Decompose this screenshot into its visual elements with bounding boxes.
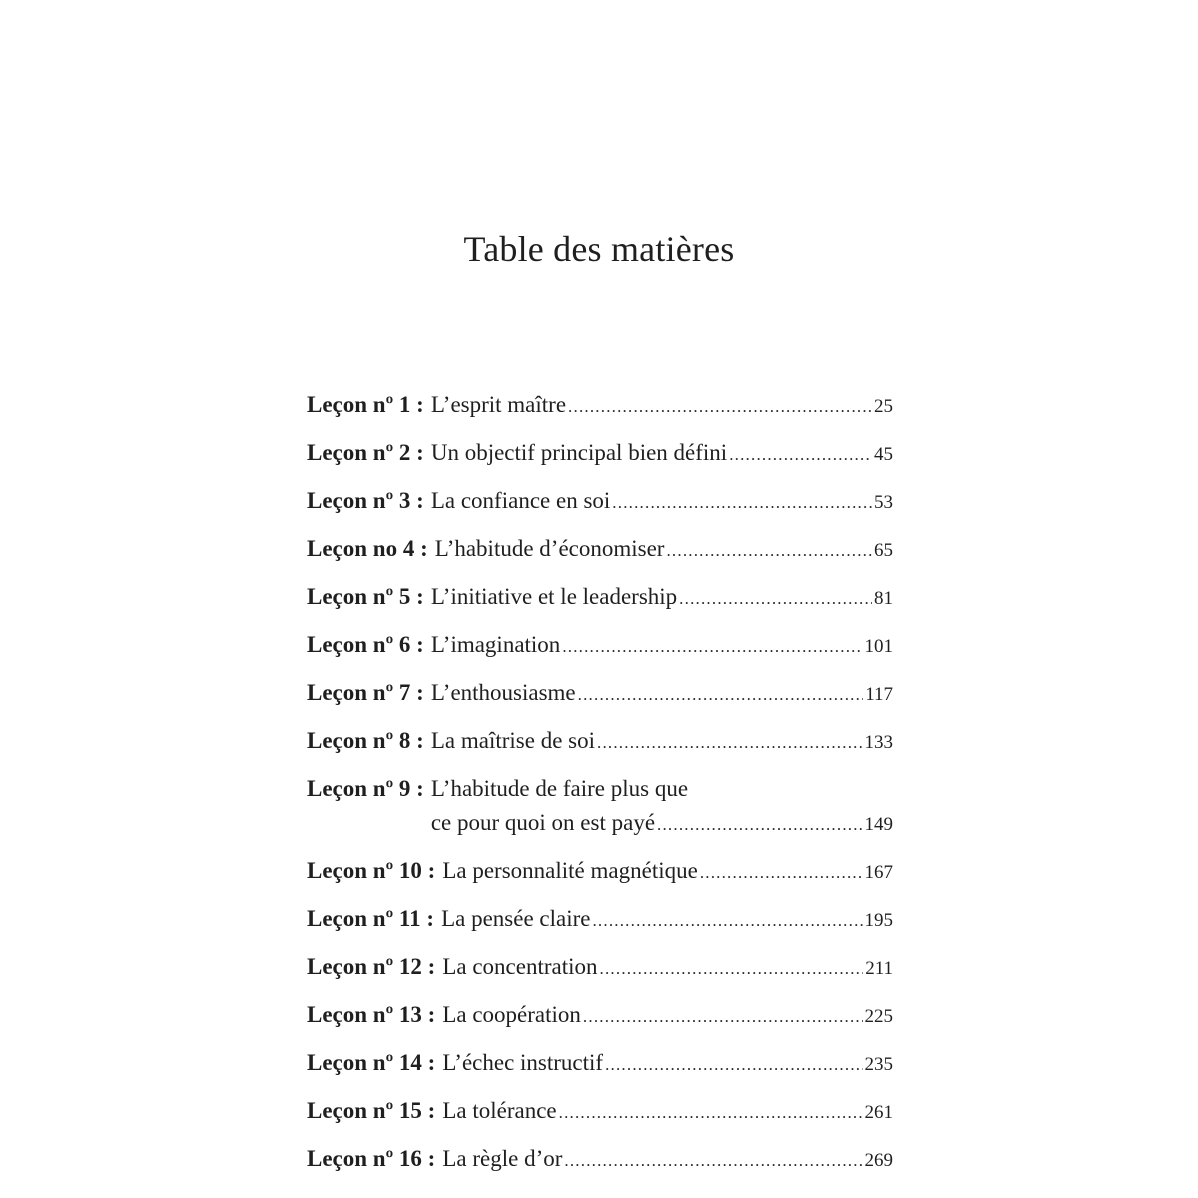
dot-leader [562, 634, 862, 660]
page-number: 269 [864, 1150, 893, 1171]
page-number: 149 [864, 814, 893, 835]
lesson-title: La règle d’or [442, 1146, 563, 1171]
toc-entry [307, 536, 893, 564]
lesson-number: Leçon nº 16 : [307, 1146, 436, 1171]
toc-entry [307, 1050, 893, 1078]
lesson-title-continued: ce pour quoi on est payé [430, 810, 656, 835]
dot-leader [729, 442, 872, 468]
lesson-title: L’échec instructif [442, 1050, 604, 1075]
lesson-title: L’initiative et le leadership [430, 584, 678, 609]
toc-entry [307, 632, 893, 660]
toc-entry [307, 858, 893, 886]
page-number: 225 [864, 1006, 893, 1027]
dot-leader [679, 586, 872, 612]
lesson-title: L’enthousiasme [430, 680, 576, 705]
toc-entry [307, 906, 893, 934]
dot-leader [600, 956, 864, 982]
toc-entry [307, 728, 893, 756]
lesson-number: Leçon nº 15 : [307, 1098, 436, 1123]
page-number: 117 [865, 684, 893, 705]
dot-leader [592, 908, 862, 934]
lesson-number: Leçon nº 12 : [307, 954, 436, 979]
dot-leader [605, 1052, 862, 1078]
lesson-number: Leçon nº 9 : [307, 776, 424, 801]
lesson-number: Leçon nº 2 : [307, 440, 424, 465]
lesson-number: Leçon no 4 : [307, 536, 428, 561]
lesson-number: Leçon nº 3 : [307, 488, 424, 513]
dot-leader [597, 730, 863, 756]
dot-leader [657, 812, 862, 838]
toc-entry [307, 440, 893, 468]
lesson-number: Leçon nº 7 : [307, 680, 424, 705]
lesson-title: La personnalité magnétique [442, 858, 698, 883]
page-number: 45 [874, 444, 893, 465]
page-number: 167 [864, 862, 893, 883]
lesson-title: Un objectif principal bien défini [430, 440, 728, 465]
lesson-title: L’imagination [430, 632, 561, 657]
toc-entry [307, 488, 893, 516]
toc-entry [307, 584, 893, 612]
dot-leader [700, 860, 863, 886]
dot-leader [612, 490, 872, 516]
toc-entry [307, 954, 893, 982]
lesson-title: La pensée claire [441, 906, 591, 931]
dot-leader [666, 538, 872, 564]
toc-entry [307, 1098, 893, 1126]
lesson-title: La concentration [442, 954, 598, 979]
lesson-title: La maîtrise de soi [430, 728, 595, 753]
lesson-number: Leçon nº 1 : [307, 392, 424, 417]
lesson-title: La confiance en soi [430, 488, 611, 513]
page-number: 261 [864, 1102, 893, 1123]
lesson-number: Leçon nº 10 : [307, 858, 436, 883]
lesson-title: L’habitude d’économiser [434, 536, 665, 561]
toc-entry [307, 680, 893, 708]
page-number: 101 [864, 636, 893, 657]
page-title: Table des matières [463, 229, 735, 270]
toc-entry [307, 392, 893, 420]
page-number: 133 [864, 732, 893, 753]
lesson-title: La coopération [442, 1002, 581, 1027]
table-of-contents [307, 392, 893, 1194]
page-number: 25 [874, 396, 893, 417]
lesson-number: Leçon nº 8 : [307, 728, 424, 753]
toc-entry [307, 1146, 893, 1174]
dot-leader [578, 682, 864, 708]
dot-leader [568, 394, 872, 420]
lesson-title: L’esprit maître [430, 392, 567, 417]
page-number: 65 [874, 540, 893, 561]
page-number: 81 [874, 588, 893, 609]
toc-entry [307, 1002, 893, 1030]
lesson-number: Leçon nº 6 : [307, 632, 424, 657]
lesson-title: L’habitude de faire plus que [430, 776, 689, 801]
dot-leader [583, 1004, 863, 1030]
page-number: 195 [864, 910, 893, 931]
lesson-number: Leçon nº 5 : [307, 584, 424, 609]
lesson-title: La tolérance [442, 1098, 557, 1123]
dot-leader [559, 1100, 863, 1126]
dot-leader [564, 1148, 862, 1174]
lesson-number: Leçon nº 13 : [307, 1002, 436, 1027]
page-number: 211 [865, 958, 893, 979]
toc-entry [307, 776, 893, 838]
lesson-number: Leçon nº 14 : [307, 1050, 436, 1075]
page-number: 53 [874, 492, 893, 513]
lesson-number: Leçon nº 11 : [307, 906, 435, 931]
page-number: 235 [864, 1054, 893, 1075]
